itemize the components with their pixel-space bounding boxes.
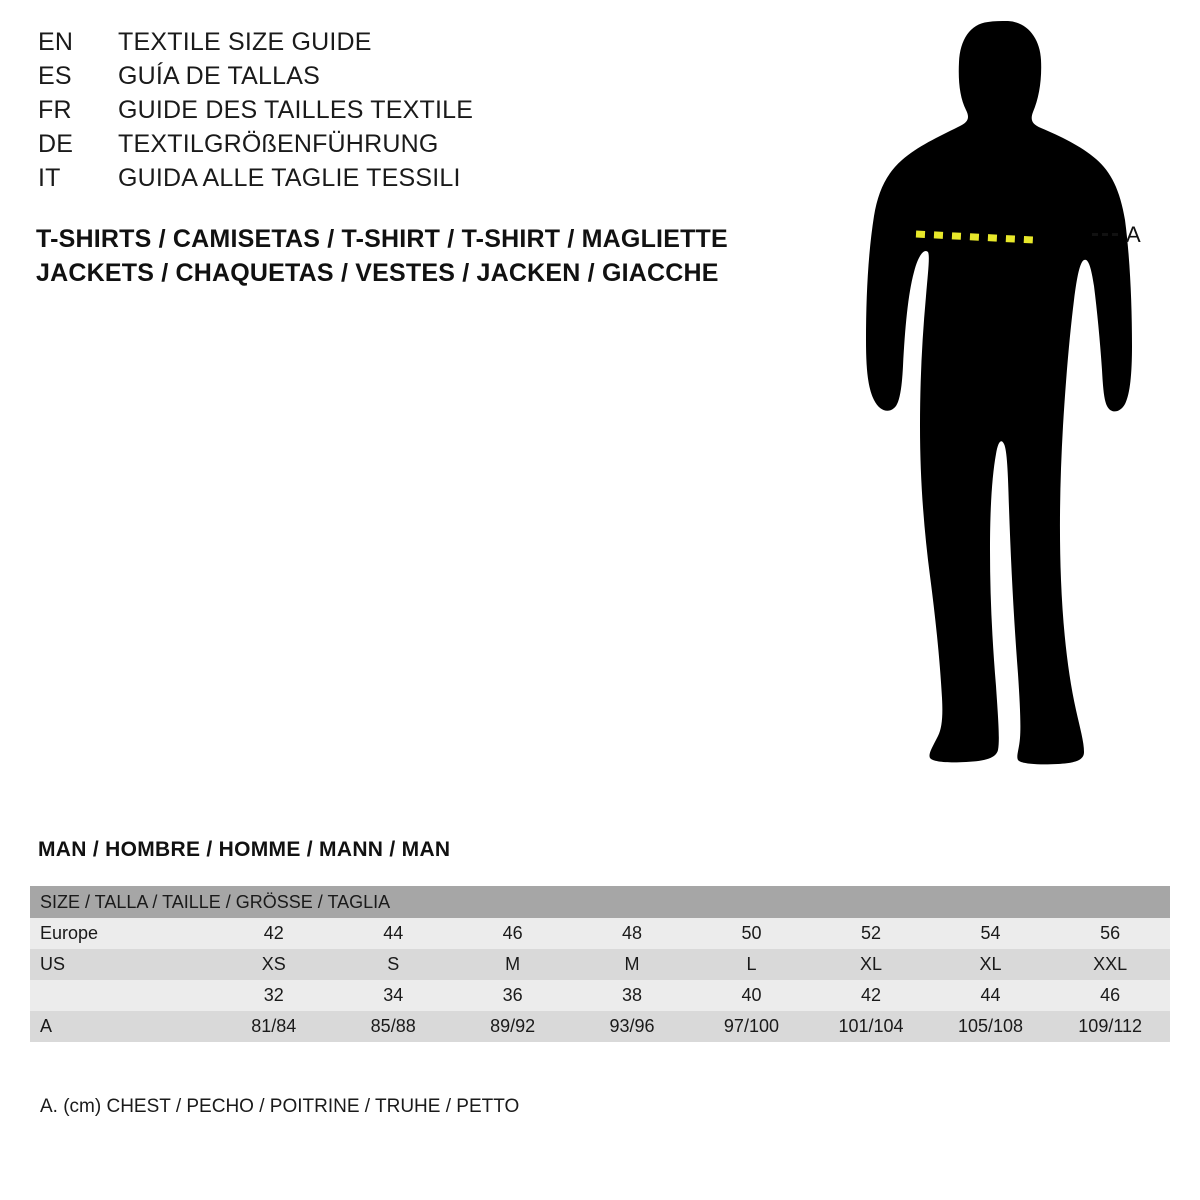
- language-code: EN: [38, 28, 74, 56]
- cell-value: 56: [1050, 918, 1170, 949]
- cell-value: 105/108: [931, 1011, 1051, 1042]
- table-section-title: MAN / HOMBRE / HOMME / MANN / MAN: [38, 838, 451, 861]
- size-table: [30, 886, 1170, 1042]
- row-label: Europe: [30, 918, 214, 949]
- language-code: FR: [38, 96, 72, 124]
- cell-value: 44: [931, 980, 1051, 1011]
- cell-value: 42: [811, 980, 931, 1011]
- language-header-block: [38, 28, 758, 198]
- cell-value: XXL: [1050, 949, 1170, 980]
- cell-value: 42: [214, 918, 333, 949]
- cell-value: L: [692, 949, 811, 980]
- row-label: US: [30, 949, 214, 980]
- cell-value: 38: [572, 980, 691, 1011]
- language-text: GUIDE DES TAILLES TEXTILE: [118, 96, 474, 124]
- cell-value: 34: [334, 980, 453, 1011]
- language-text: TEXTILGRÖßENFÜHRUNG: [118, 130, 439, 158]
- cell-value: 32: [214, 980, 333, 1011]
- cell-value: 46: [453, 918, 572, 949]
- cell-value: 50: [692, 918, 811, 949]
- language-text: TEXTILE SIZE GUIDE: [118, 28, 372, 56]
- body-figure: [820, 10, 1180, 800]
- measure-label-a: A: [1126, 222, 1141, 247]
- cell-value: XS: [214, 949, 333, 980]
- row-label: [30, 980, 214, 1011]
- language-row: [38, 130, 758, 164]
- table-row: [30, 1011, 1170, 1042]
- cell-value: 97/100: [692, 1011, 811, 1042]
- cell-value: 46: [1050, 980, 1170, 1011]
- cell-value: 101/104: [811, 1011, 931, 1042]
- cell-value: 85/88: [334, 1011, 453, 1042]
- cell-value: 48: [572, 918, 691, 949]
- cell-value: 52: [811, 918, 931, 949]
- cell-value: 81/84: [214, 1011, 333, 1042]
- garment-type-list: [36, 222, 796, 290]
- cell-value: XL: [811, 949, 931, 980]
- table-footnote: A. (cm) CHEST / PECHO / POITRINE / TRUHE / PETTO: [40, 1096, 520, 1117]
- cell-value: 93/96: [572, 1011, 691, 1042]
- cell-value: 36: [453, 980, 572, 1011]
- table-row: [30, 949, 1170, 980]
- language-text: GUÍA DE TALLAS: [118, 62, 320, 90]
- cell-value: XL: [931, 949, 1051, 980]
- cell-value: 89/92: [453, 1011, 572, 1042]
- measure-leader-line: [1092, 233, 1118, 236]
- table-header-label: SIZE / TALLA / TAILLE / GRÖSSE / TAGLIA: [30, 886, 1170, 918]
- cell-value: S: [334, 949, 453, 980]
- table-row: [30, 980, 1170, 1011]
- language-code: DE: [38, 130, 74, 158]
- cell-value: 44: [334, 918, 453, 949]
- cell-value: 54: [931, 918, 1051, 949]
- cell-value: M: [453, 949, 572, 980]
- garment-type-tshirts: T-SHIRTS / CAMISETAS / T-SHIRT / T-SHIRT / MAGLIETTE: [36, 225, 728, 253]
- language-code: IT: [38, 164, 61, 192]
- table-header-row: [30, 886, 1170, 918]
- language-row: [38, 62, 758, 96]
- language-row: [38, 96, 758, 130]
- male-silhouette-icon: [820, 10, 1180, 800]
- cell-value: M: [572, 949, 691, 980]
- language-text: GUIDA ALLE TAGLIE TESSILI: [118, 164, 461, 192]
- garment-type-jackets: JACKETS / CHAQUETAS / VESTES / JACKEN / GIACCHE: [36, 259, 719, 287]
- language-row: [38, 164, 758, 198]
- row-label: A: [30, 1011, 214, 1042]
- cell-value: 109/112: [1050, 1011, 1170, 1042]
- cell-value: 40: [692, 980, 811, 1011]
- table-row: [30, 918, 1170, 949]
- language-code: ES: [38, 62, 72, 90]
- language-row: [38, 28, 758, 62]
